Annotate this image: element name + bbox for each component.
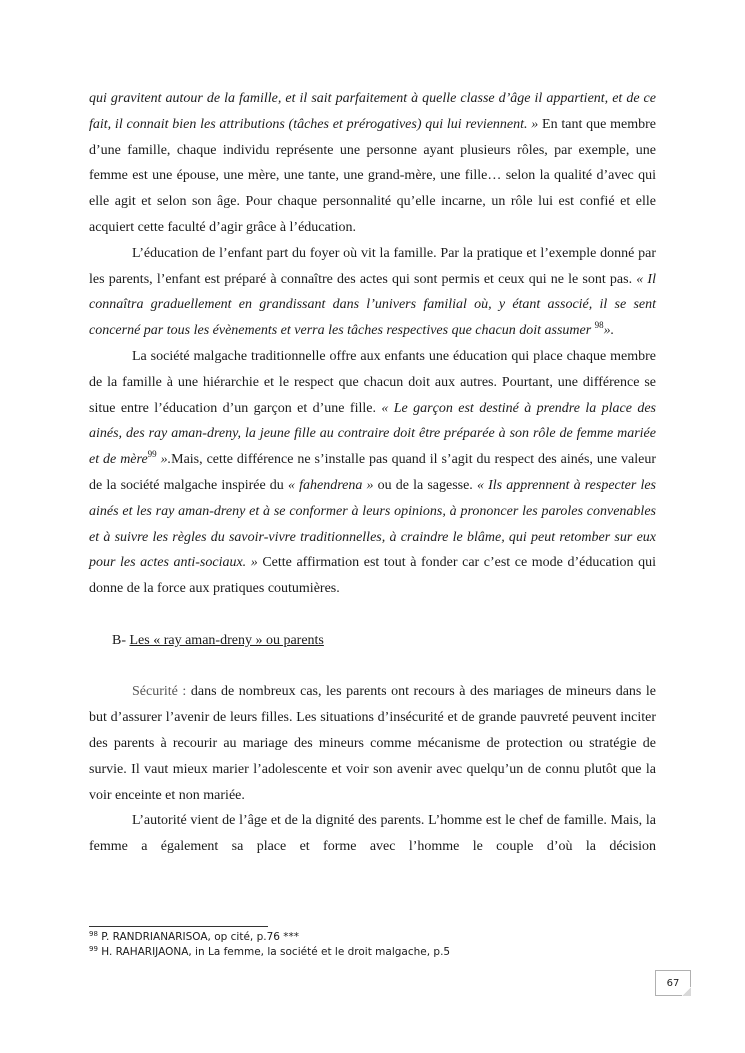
paragraph-text: En tant que membre d’une famille, chaque individu représente une personne ayant plusieurs rôles, par exemple, une femme est une épouse, une mère, une tante, une grand-mère, une fille… selon la qualité d’avec qui elle agit et selon son âge. Pour chaque personnalité qu’elle incarne, un rôle lui est confié et elle acquiert cette faculté d’agir grâce à l’éducation. [89,116,656,235]
body-text [89,86,656,860]
blank-line [89,602,656,628]
paragraph-text: dans de nombreux cas, les parents ont recours à des mariages de mineurs dans le but d’assurer l’avenir de leurs filles. Les situations d’insécurité et de grande pauvreté peuvent inciter des parents à recourir au mariage des mineurs comme mécanisme de protection ou stratégie de survie. Il vaut mieux marier l’adolescente et voir son avenir avec quelqu’un de connu plutôt que la voir enceinte et non mariée. [89,684,657,803]
paragraph-text: Cette affirmation est tout à fonder car c’est ce mode d’éducation qui donne de la force aux pratiques coutumières. [89,555,656,597]
paragraph-text: Mais, cette différence ne s’installe pas quand il s’agit du respect des ainés, une valeur de la société malgache inspirée du [89,452,656,493]
quote-text: « Il connaîtra graduellement en grandissant dans l’univers familial où, y étant associé, il se sent concerné par tous les évènements et verra les tâches respectives que chacun doit assumer [89,271,656,339]
quote-close: ». [603,323,615,339]
footnote-number: 98 [89,930,98,938]
section-heading [89,628,656,654]
paragraph-5 [89,808,656,860]
section-title: Les « ray aman-dreny » ou parents [129,632,324,648]
paragraph-text: La société malgache traditionnelle offre aux enfants une éducation qui place chaque membre de la famille à une hiérarchie et le respect que chacun doit aux autres. Pourtant, une différence se situe entre l’éducation d’un garçon et d’une fille. [89,348,656,416]
footnotes [89,930,649,960]
quote-close: ». [156,452,172,468]
footnote-ref-98[interactable]: 98 [594,320,604,331]
section-marker: B- [112,632,126,648]
paragraph-text: ou de la sagesse. [373,477,477,493]
paragraph-text: L’autorité vient de l’âge et de la dignité des parents. L’homme est le chef de famille. Mais, la femme a également sa place et forme avec l’homme le couple d’où la décision [89,813,656,855]
quote-term: « fahendrena » [287,477,374,493]
paragraph-1 [89,86,656,241]
quote-text: qui gravitent autour de la famille, et il sait parfaitement à quelle classe d’âge il appartient, et de ce fait, il connait bien les attributions (tâches et prérogatives) qui lui reviennent. » [89,91,656,132]
footnote-separator [89,926,268,927]
lead-term: Sécurité : [132,684,187,700]
page-curl-icon [682,987,691,996]
footnote-99 [89,945,649,960]
paragraph-text: L’éducation de l’enfant part du foyer où vit la famille. Par la pratique et l’exemple donné par les parents, l’enfant est préparé à connaître des actes qui sont permis et ceux qui ne le sont pas. [89,245,656,287]
paragraph-3 [89,344,656,602]
footnote-number: 99 [89,945,98,953]
page-number-box [655,970,691,996]
page-number: 67 [666,977,680,989]
blank-line [89,654,656,680]
quote-text: « Ils apprennent à respecter les ainés et les ray aman-dreny et à se conformer à leurs opinions, à prononcer les paroles convenables et à suivre les règles du savoir-vivre traditionnelles, à craindre le blâme, qui peut retomber sur eux pour les actes anti-sociaux. » [89,477,656,571]
footnote-ref-99[interactable]: 99 [147,449,157,460]
paragraph-2 [89,241,656,344]
quote-text: « Le garçon est destiné à prendre la place des ainés, des ray aman-dreny, la jeune fille au contraire doit être préparée à son rôle de femme mariée et de mère [89,400,656,468]
paragraph-4 [89,679,656,808]
footnote-text: P. RANDRIANARISOA, op cité, p.76 *** [97,931,300,943]
footnote-98 [89,930,649,945]
footnote-text: H. RAHARIJAONA, in La femme, la société et le droit malgache, p.5 [97,946,451,958]
